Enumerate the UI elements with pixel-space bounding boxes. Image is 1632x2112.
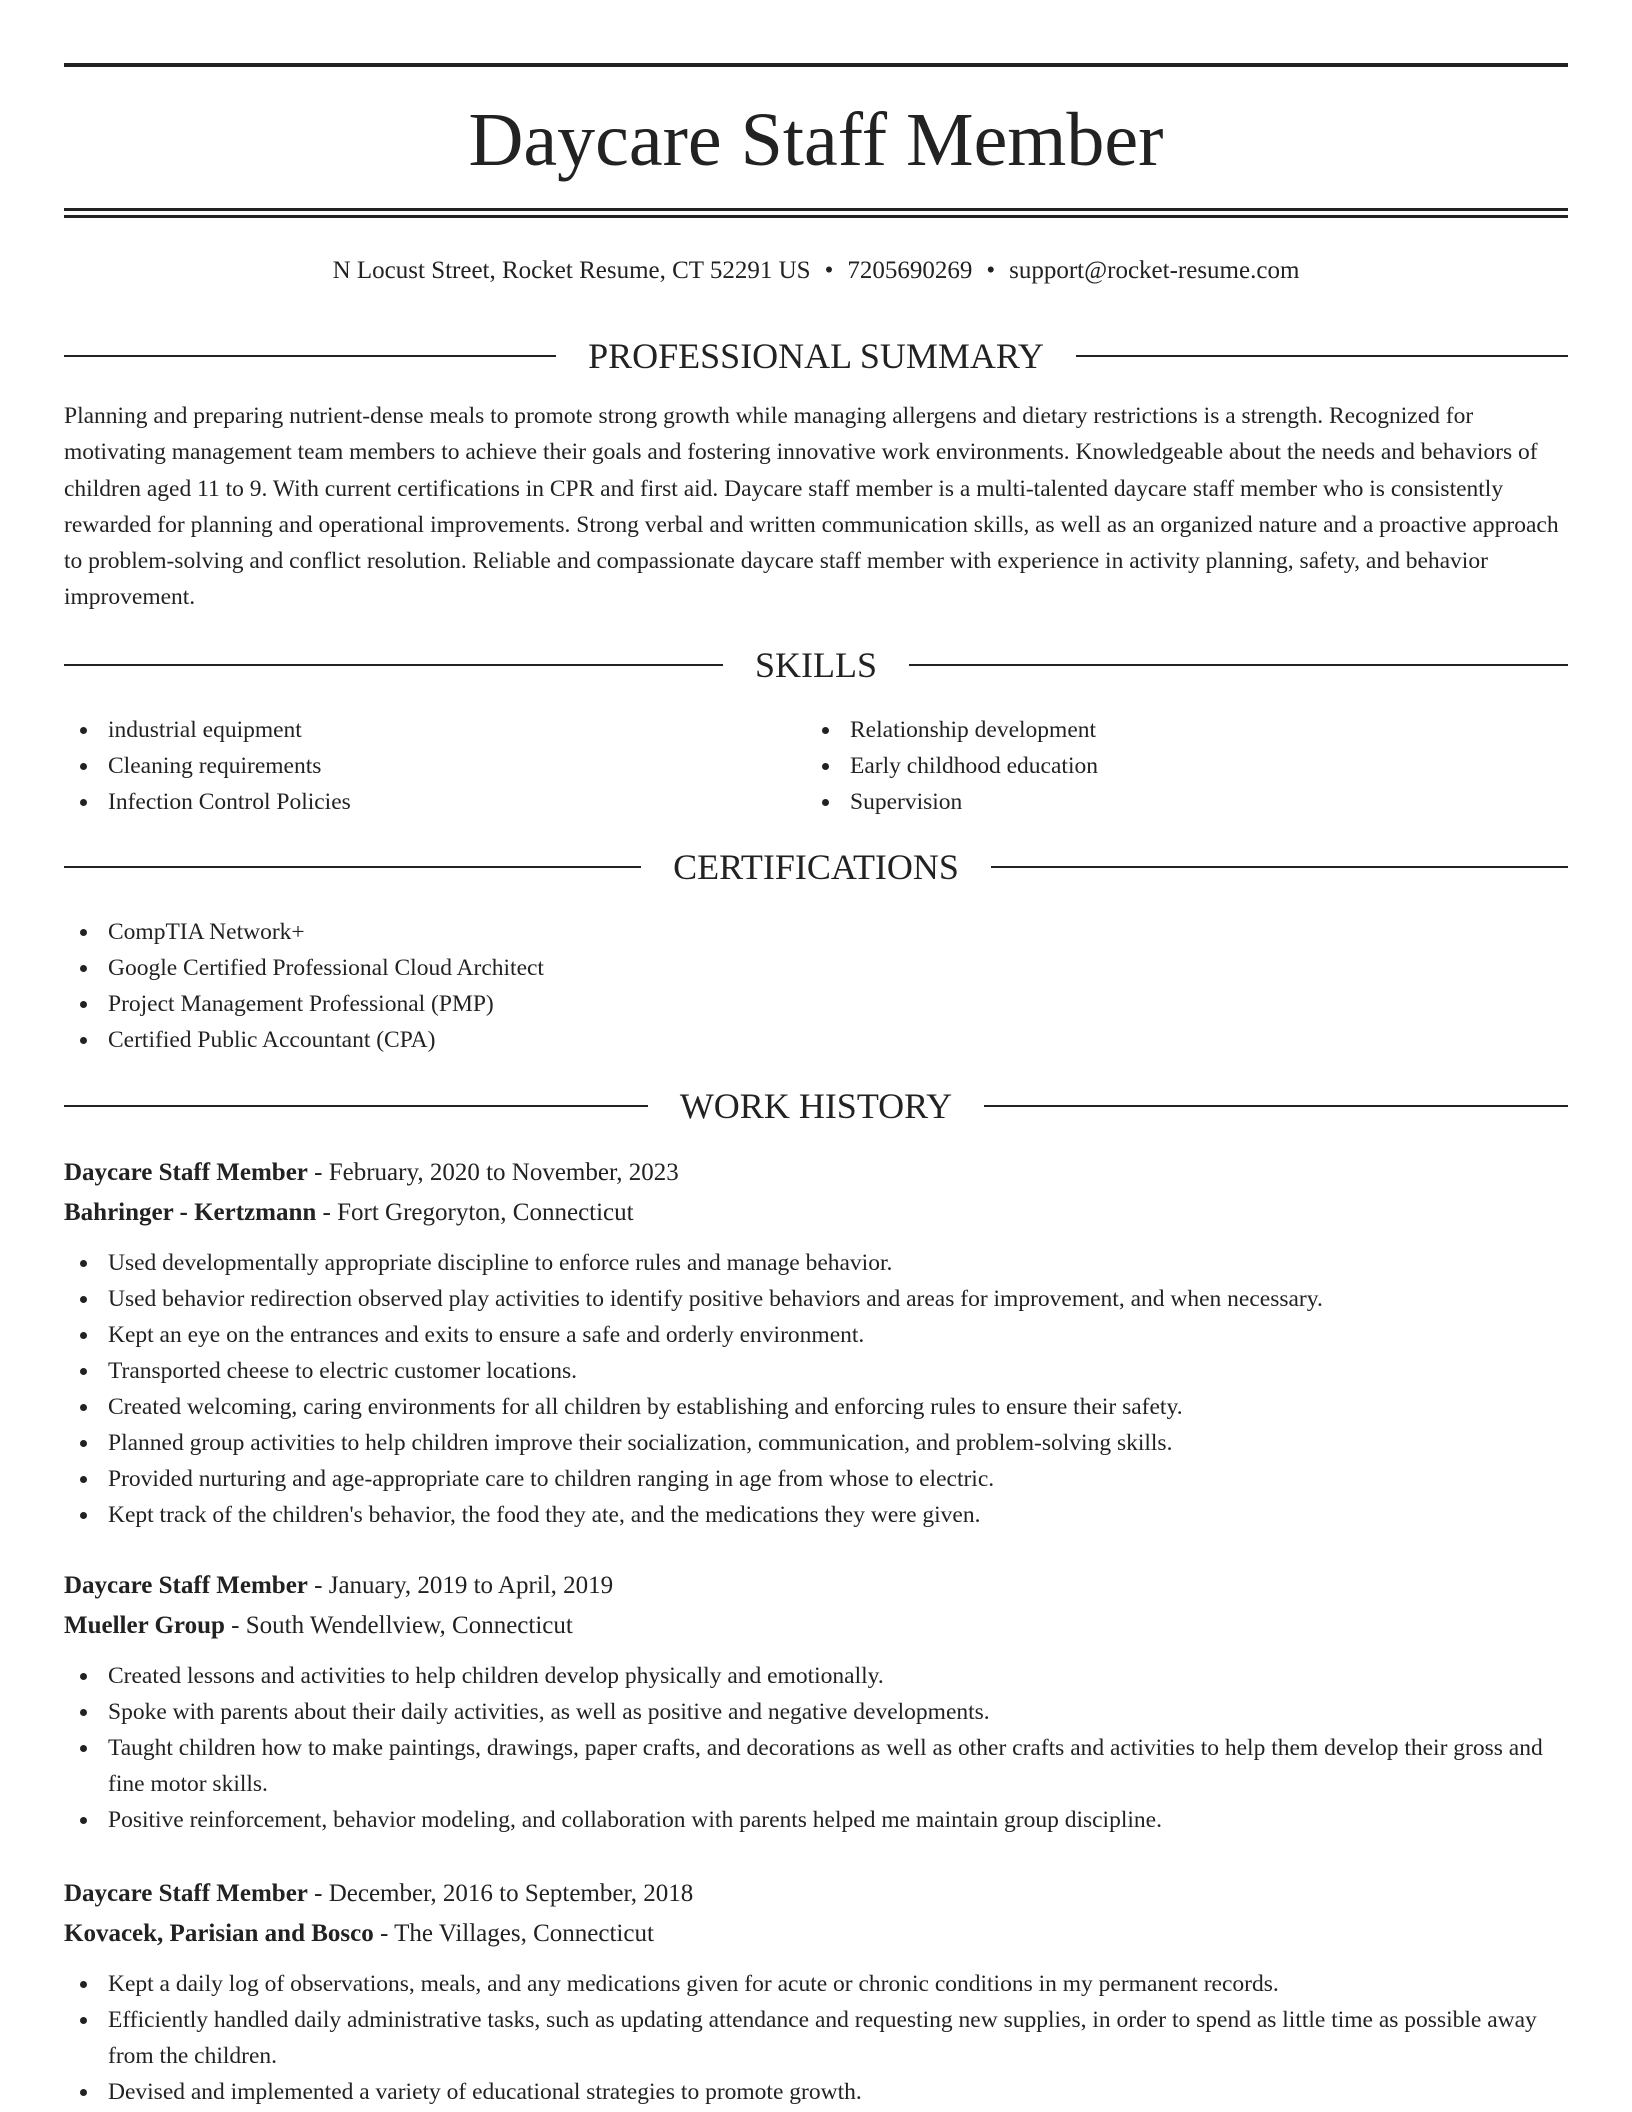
job-company-line (64, 1606, 1568, 1646)
job-entry (64, 1153, 1568, 1533)
skills-list (64, 712, 1568, 820)
section-title-summary (64, 334, 1568, 378)
skill-item: Infection Control Policies (64, 784, 806, 820)
job-company-line (64, 1914, 1568, 1954)
contact-email: support@rocket-resume.com (1009, 257, 1300, 284)
section-title-text: SKILLS (755, 645, 878, 685)
job-bullet: Kept a daily log of observations, meals, and any medications given for acute or chronic conditions in my permanent records. (64, 1966, 1568, 2002)
job-dates: - January, 2019 to April, 2019 (307, 1572, 614, 1599)
skills-column-right (806, 712, 1548, 820)
job-bullet: Transported cheese to electric customer locations. (64, 1353, 1568, 1389)
job-bullets (64, 1658, 1568, 1838)
job-bullet: Devised and implemented a variety of educational strategies to promote growth. (64, 2074, 1568, 2110)
job-bullet: Kept an eye on the entrances and exits to ensure a safe and orderly environment. (64, 1317, 1568, 1353)
certification-item: CompTIA Network+ (64, 914, 1568, 950)
job-company: Bahringer - Kertzmann (64, 1199, 317, 1226)
job-bullet: Used behavior redirection observed play activities to identify positive behaviors and areas for improvement, and when necessary. (64, 1281, 1568, 1317)
job-bullet: Used developmentally appropriate discipline to enforce rules and manage behavior. (64, 1245, 1568, 1281)
job-bullet: Provided nurturing and age-appropriate care to children ranging in age from whose to electric. (64, 1461, 1568, 1497)
skill-item: Supervision (806, 784, 1548, 820)
job-title: Daycare Staff Member (64, 1159, 308, 1186)
job-entry (64, 1566, 1568, 1838)
section-title-text: WORK HISTORY (679, 1086, 953, 1126)
job-location: - Fort Gregoryton, Connecticut (316, 1199, 634, 1226)
skill-item: Early childhood education (806, 748, 1548, 784)
job-bullet: Created lessons and activities to help children develop physically and emotionally. (64, 1658, 1568, 1694)
job-bullet: Spoke with parents about their daily activities, as well as positive and negative developments. (64, 1694, 1568, 1730)
job-dates: - February, 2020 to November, 2023 (307, 1159, 679, 1186)
job-entry (64, 1874, 1568, 2110)
section-title-certifications (64, 845, 1568, 889)
contact-address: N Locust Street, Rocket Resume, CT 52291 US (332, 257, 811, 284)
section-title-text: PROFESSIONAL SUMMARY (588, 336, 1044, 376)
job-dates: - December, 2016 to September, 2018 (307, 1880, 694, 1907)
certification-item: Certified Public Accountant (CPA) (64, 1022, 1568, 1058)
job-location: - The Villages, Connecticut (373, 1920, 654, 1947)
top-rule (64, 63, 1568, 67)
job-bullet: Positive reinforcement, behavior modeling, and collaboration with parents helped me maintain group discipline. (64, 1802, 1568, 1838)
professional-summary: Planning and preparing nutrient-dense meals to promote strong growth while managing allergens and dietary restrictions is a strength. Recognized for motivating management team members to achieve their goals and fostering innovative work environments. Knowledgeable about the needs and behaviors of children aged 11 to 9. With current certifications in CPR and first aid. Daycare staff member is a multi-talented daycare staff member who is consistently rewarded for planning and operational improvements. Strong verbal and written communication skills, as well as an organized nature and a proactive approach to problem-solving and conflict resolution. Reliable and compassionate daycare staff member with experience in activity planning, safety, and behavior improvement. (64, 403, 1559, 611)
job-title-line (64, 1874, 1568, 1914)
job-title: Daycare Staff Member (64, 1880, 308, 1907)
job-title-line (64, 1566, 1568, 1606)
skill-item: industrial equipment (64, 712, 806, 748)
job-company-line (64, 1193, 1568, 1233)
job-title-line (64, 1153, 1568, 1193)
section-title-work-history (64, 1084, 1568, 1128)
job-location: - South Wendellview, Connecticut (224, 1612, 573, 1639)
job-title: Daycare Staff Member (64, 1572, 308, 1599)
double-rule (64, 208, 1568, 218)
job-company: Mueller Group (64, 1612, 225, 1639)
certification-item: Project Management Professional (PMP) (64, 986, 1568, 1022)
job-bullets (64, 1966, 1568, 2110)
contact-separator: • (824, 257, 834, 284)
contact-line (64, 254, 1568, 288)
job-company: Kovacek, Parisian and Bosco (64, 1920, 374, 1947)
section-title-skills (64, 643, 1568, 687)
skill-item: Cleaning requirements (64, 748, 806, 784)
skills-column-left (64, 712, 806, 820)
contact-separator: • (986, 257, 996, 284)
skill-item: Relationship development (806, 712, 1548, 748)
job-bullets (64, 1245, 1568, 1533)
contact-phone: 7205690269 (847, 257, 973, 284)
certifications-list (64, 914, 1568, 1058)
job-bullet: Planned group activities to help children improve their socialization, communication, and problem-solving skills. (64, 1425, 1568, 1461)
job-bullet: Taught children how to make paintings, drawings, paper crafts, and decorations as well as other crafts and activities to help them develop their gross and fine motor skills. (64, 1730, 1568, 1802)
certification-item: Google Certified Professional Cloud Architect (64, 950, 1568, 986)
job-bullet: Kept track of the children's behavior, the food they ate, and the medications they were given. (64, 1497, 1568, 1533)
section-title-text: CERTIFICATIONS (673, 847, 959, 887)
resume-name: Daycare Staff Member (468, 98, 1164, 182)
job-bullet: Efficiently handled daily administrative tasks, such as updating attendance and requesting new supplies, in order to spend as little time as possible away from the children. (64, 2002, 1568, 2074)
job-bullet: Created welcoming, caring environments for all children by establishing and enforcing rules to ensure their safety. (64, 1389, 1568, 1425)
